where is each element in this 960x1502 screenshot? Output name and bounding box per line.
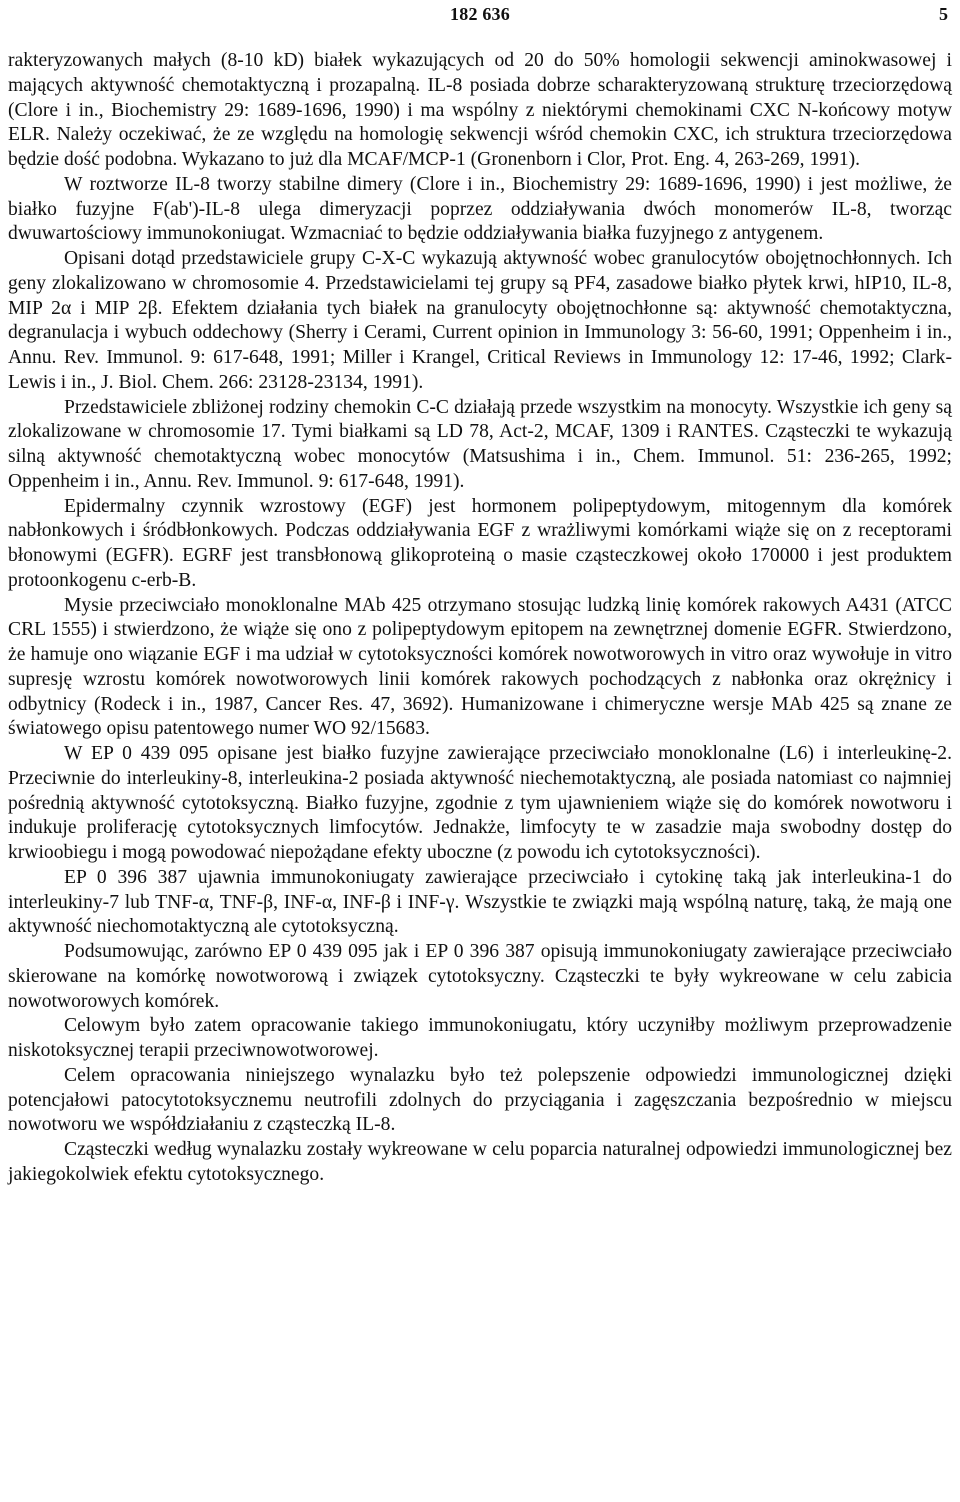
paragraph: Podsumowując, zarówno EP 0 439 095 jak i EP 0 396 387 opisują immunokoniugaty zawierające przeciwciało skierowane na komórkę nowotworową i związek cytotoksyczny. Cząsteczki te były wykreowane w celu zabicia nowotworowych komórek.: [8, 941, 952, 1012]
patent-number: 182 636: [450, 4, 510, 24]
paragraph: Przedstawiciele zbliżonej rodziny chemokin C-C działają przede wszystkim na monocyty. Wszystkie ich geny są zlokalizowane w chromosomie 17. Tymi białkami są LD 78, Act-2, MCAF, 1309 i RANTES. Cząsteczki te wykazują silną aktywność chemotaktyczną wobec monocytów (Matsushima i in., Chem. Immunol. 51: 236-265, 1992; Oppenheim i in., Annu. Rev. Immunol. 9: 617-648, 1991).: [8, 396, 952, 492]
paragraph: rakteryzowanych małych (8-10 kD) białek wykazujących od 20 do 50% homologii sekwencji aminokwasowej i mających aktywność chemotaktyczną i prozapalną. IL-8 posiada dobrze scharakteryzowaną strukturę trzeciorzędową (Clore i in., Biochemistry 29: 1689-1696, 1990) i ma wspólny z niektórymi chemokinami CXC N-końcowy motyw ELR. Należy oczekiwać, że ze względu na homologię sekwencji wśród chemokin CXC, ich struktura trzeciorzędowa będzie dość podobna. Wykazano to już dla MCAF/MCP-1 (Gronenborn i Clor, Prot. Eng. 4, 263-269, 1991).: [8, 50, 952, 170]
page-header: [0, 0, 960, 40]
paragraph: W roztworze IL-8 tworzy stabilne dimery (Clore i in., Biochemistry 29: 1689-1696, 1990) i jest możliwe, że białko fuzyjne F(ab')-IL-8 ulega dimeryzacji poprzez oddziaływania dwóch monomerów IL-8, tworząc dwuwartościowy immunokoniugat. Wzmacniać to będzie oddziaływania białka fuzyjnego z antygenem.: [8, 173, 952, 245]
paragraph: Cząsteczki według wynalazku zostały wykreowane w celu poparcia naturalnej odpowiedzi immunologicznej bez jakiegokolwiek efektu cytotoksycznego.: [8, 1139, 952, 1185]
paragraph: Mysie przeciwciało monoklonalne MAb 425 otrzymano stosując ludzką linię komórek rakowych A431 (ATCC CRL 1555) i stwierdzono, że wiąże się ono z polipeptydowym epitopem na zewnętrznej domenie EGFR. Stwierdzono, że hamuje ono wiązanie EGF i ma udział w cytotoksyczności komórek nowotworowych in vitro oraz wywołuje in vitro supresję wzrostu komórek nowotworowych linii komórek rakowych pochodzących z nabłonka oraz okrężnicy i odbytnicy (Rodeck i in., 1987, Cancer Res. 47, 3692). Humanizowane i chimeryczne wersje MAb 425 są znane ze światowego opisu patentowego numer WO 92/15683.: [8, 594, 952, 740]
paragraph: Opisani dotąd przedstawiciele grupy C-X-C wykazują aktywność wobec granulocytów obojętnochłonnych. Ich geny zlokalizowano w chromosomie 4. Przedstawicielami tej grupy są PF4, zasadowe białko płytek krwi, hIP10, IL-8, MIP 2α i MIP 2β. Efektem działania tych białek na granulocyty obojętnochłonne są: aktywność chemotaktyczna, degranulacja i wybuch oddechowy (Sherry i Cerami, Current opinion in Immunology 3: 56-60, 1991; Oppenheim i in., Annu. Rev. Immunol. 9: 617-648, 1991; Miller i Krangel, Critical Reviews in Immunology 12: 17-46, 1992; Clark-Lewis i in., J. Biol. Chem. 266: 23128-23134, 1991).: [8, 248, 952, 393]
document-body: [8, 49, 952, 1188]
page-number: 5: [939, 4, 948, 24]
paragraph: Epidermalny czynnik wzrostowy (EGF) jest hormonem polipeptydowym, mitogennym dla komórek nabłonkowych i śródbłonkowych. Podczas oddziaływania EGF z wrażliwymi komórkami wiąże się on z receptorami błonowymi (EGFR). EGRF jest transbłonową glikoproteiną o masie cząsteczkowej około 170000 i jest produktem protoonkogenu c-erb-B.: [8, 495, 952, 591]
paragraph: W EP 0 439 095 opisane jest białko fuzyjne zawierające przeciwciało monoklonalne (L6) i interleukinę-2. Przeciwnie do interleukiny-8, interleukina-2 posiada aktywność niechemotaktyczną, ale posiada natomiast co najmniej pośrednią aktywność cytotoksyczną. Białko fuzyjne, zgodnie z tym ujawnieniem wiąże się do komórek nowotworu i indukuje proliferację cytotoksycznych limfocytów. Jednakże, limfocyty te w zasadzie maja swobodny dostęp do krwioobiegu i mogą powodować niepożądane efekty uboczne (z powodu ich cytotoksyczności).: [8, 743, 952, 863]
paragraph: EP 0 396 387 ujawnia immunokoniugaty zawierające przeciwciało i cytokinę taką jak interleukina-1 do interleukiny-7 lub TNF-α, TNF-β, INF-α, INF-β i INF-γ. Wszystkie te związki mają wspólną naturę, taką, że mają one aktywność niechomotaktyczną ale cytotoksyczną.: [8, 866, 952, 938]
paragraph: Celem opracowania niniejszego wynalazku było też polepszenie odpowiedzi immunologicznej dzięki potencjałowi patocytotoksycznemu neutrofili zdolnych do przyciągania i zagęszczania bezpośrednio w miejscu nowotworu we współdziałaniu z cząsteczką IL-8.: [8, 1064, 952, 1136]
paragraph: Celowym było zatem opracowanie takiego immunokoniugatu, który uczyniłby możliwym przeprowadzenie niskotoksycznej terapii przeciwnowotworowej.: [8, 1015, 952, 1061]
